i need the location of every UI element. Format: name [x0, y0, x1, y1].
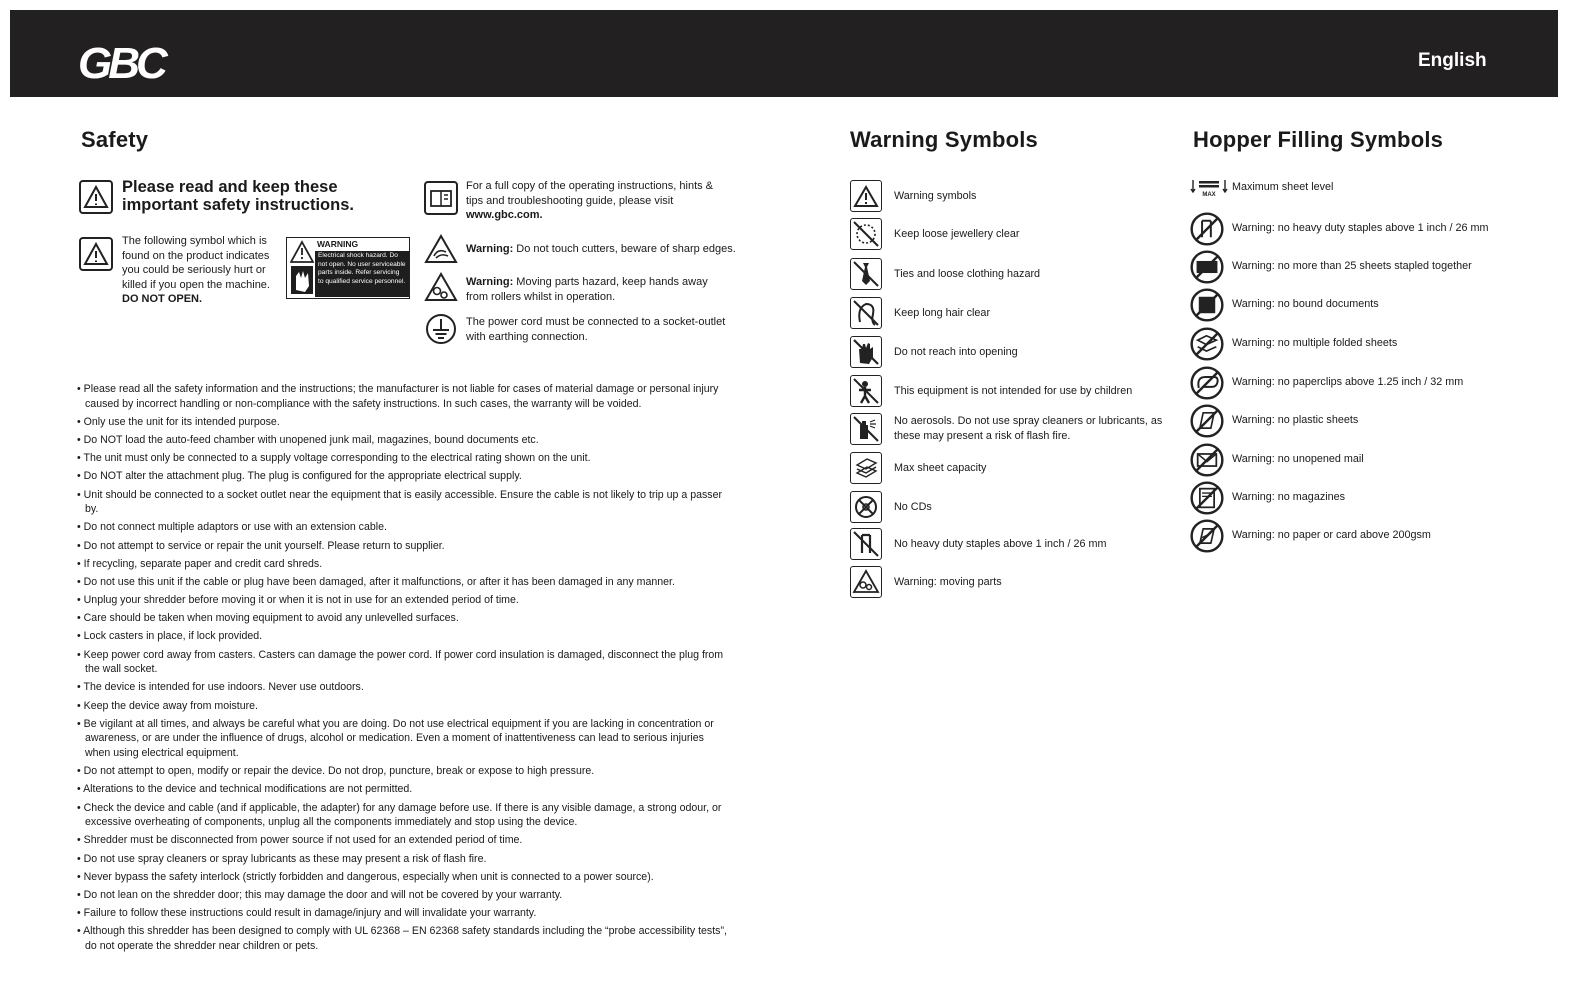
hopper-symbol-label: Warning: no plastic sheets: [1232, 414, 1359, 426]
shock-hazard-icon: [290, 240, 314, 296]
hopper-symbol-row: [1190, 443, 1530, 477]
cutters-warning-label: Warning:: [466, 243, 514, 255]
safety-rule: • Lock casters in place, if lock provided.: [77, 629, 727, 644]
hopper-symbol-row: [1190, 366, 1530, 400]
full-copy-desc: For a full copy of the operating instructions, hints & tips and troubleshooting guide, please visit: [466, 180, 714, 207]
safety-rule: • Do NOT alter the attachment plug. The plug is configured for the appropriate electrical supply.: [77, 469, 727, 484]
warning-symbols-title: Warning Symbols: [850, 127, 1038, 152]
safety-rule: • Care should be taken when moving equipment to avoid any unlevelled surfaces.: [77, 611, 727, 626]
tie-icon: [850, 258, 882, 290]
page-header: [10, 10, 1558, 97]
hopper-symbol-row: [1190, 250, 1530, 284]
safety-rule: • Do not use spray cleaners or spray lubricants as these may present a risk of flash fire.: [77, 852, 727, 867]
warning-symbol-label: No CDs: [894, 501, 932, 513]
warning-symbol-label: Ties and loose clothing hazard: [894, 268, 1041, 280]
warning-label-text: Electrical shock hazard. Do not open. No user serviceable parts inside. Refer servicing to qualified service personnel.: [315, 251, 409, 297]
hopper-symbol-row: [1190, 288, 1530, 322]
no-plastic-icon: [1190, 404, 1224, 438]
safety-rule: • The unit must only be connected to a supply voltage corresponding to the electrical rating shown on the unit.: [77, 451, 727, 466]
no-bound-icon: [1190, 288, 1224, 322]
moving-parts-warning-text: Moving parts hazard, keep hands away from rollers whilst in operation.: [466, 276, 708, 303]
full-copy-text: [466, 179, 726, 223]
hopper-symbol-label: Warning: no magazines: [1232, 491, 1346, 503]
hopper-symbol-row: [1190, 327, 1530, 361]
sheet-capacity-icon: [850, 452, 882, 484]
safety-rule: • Do not connect multiple adaptors or use with an extension cable.: [77, 520, 727, 535]
warning-triangle-icon: [79, 180, 113, 214]
warning-symbol-label: No aerosols. Do not use spray cleaners or lubricants, as these may present a risk of flash fire.: [894, 415, 1163, 442]
no-folded-icon: [1190, 327, 1224, 361]
hopper-symbol-label: Warning: no paper or card above 200gsm: [1232, 529, 1431, 541]
cutters-warning-text: Do not touch cutters, beware of sharp edges.: [513, 243, 736, 255]
warning-triangle-icon: [850, 180, 882, 212]
moving-parts-warning: [466, 275, 728, 304]
warning-label: [286, 237, 410, 299]
no-cd-icon: [850, 491, 882, 523]
hopper-symbol-label: Warning: no paperclips above 1.25 inch / 32 mm: [1232, 376, 1464, 388]
hopper-symbol-label: Warning: no heavy duty staples above 1 inch / 26 mm: [1232, 222, 1489, 234]
warning-symbol-label: This equipment is not intended for use by children: [894, 385, 1133, 397]
safety-rule: • Only use the unit for its intended purpose.: [77, 415, 727, 430]
child-icon: [850, 375, 882, 407]
warning-symbol-label: Keep loose jewellery clear: [894, 228, 1020, 240]
hair-icon: [850, 297, 882, 329]
warning-symbol-row: [850, 528, 1170, 562]
warning-symbol-row: [850, 566, 1170, 600]
manual-book-icon: [424, 181, 458, 215]
max-level-icon: [1190, 178, 1228, 198]
moving-parts-warning-label: Warning:: [466, 276, 514, 288]
warning-symbol-label: Max sheet capacity: [894, 462, 987, 474]
safety-rule: • Be vigilant at all times, and always be careful what you are doing. Do not use electrical equipment if you are lacking in concentration or awareness, or are under the influence of drugs, alcohol or medication. Even a moment of inattentiveness can lead to serious injuries when using electrical equipment.: [77, 717, 727, 761]
safety-rule: • Never bypass the safety interlock (strictly forbidden and dangerous, especially when unit is connected to a power source).: [77, 870, 727, 885]
hopper-symbol-label: Warning: no bound documents: [1232, 298, 1379, 310]
gbc-logo-text: GBC: [78, 39, 164, 84]
hopper-symbol-label: Warning: no multiple folded sheets: [1232, 337, 1398, 349]
safety-title: Safety: [81, 127, 149, 152]
safety-rule: • Please read all the safety information and the instructions; the manufacturer is not liable for cases of material damage or personal injury caused by incorrect handling or non-compliance with the safety instructions. In such cases, the warranty will be voided.: [77, 382, 727, 411]
hopper-symbol-label: Warning: no more than 25 sheets stapled together: [1232, 260, 1472, 272]
warning-symbol-label: Warning symbols: [894, 190, 977, 202]
hopper-symbol-label: Maximum sheet level: [1232, 181, 1334, 193]
aerosol-icon: [850, 413, 882, 445]
moving-parts-icon: [850, 566, 882, 598]
safety-rule: • Do not use this unit if the cable or plug have been damaged, after it malfunctions, or after it has been damaged in any manner.: [77, 575, 727, 590]
warning-symbol-row: [850, 180, 1170, 214]
safety-rule: • Do NOT load the auto-feed chamber with unopened junk mail, magazines, bound documents etc.: [77, 433, 727, 448]
warning-symbol-label: No heavy duty staples above 1 inch / 26 mm: [894, 538, 1107, 550]
warning-symbol-row: [850, 491, 1170, 525]
warning-symbol-row: [850, 297, 1170, 331]
safety-rule: • Keep the device away from moisture.: [77, 699, 727, 714]
cutters-warning: [466, 242, 756, 257]
jewellery-icon: [850, 218, 882, 250]
safety-rule: • Do not lean on the shredder door; this may damage the door and will not be covered by your warranty.: [77, 888, 727, 903]
warning-symbol-row: [850, 375, 1170, 409]
safety-rule: • The device is intended for use indoors. Never use outdoors.: [77, 680, 727, 695]
warning-symbol-label: Do not reach into opening: [894, 346, 1018, 358]
hopper-symbol-row: [1190, 212, 1530, 246]
hopper-symbols-title: Hopper Filling Symbols: [1193, 127, 1444, 152]
earthing-text: The power cord must be connected to a socket-outlet with earthing connection.: [466, 316, 726, 343]
warning-triangle-icon: [79, 237, 113, 271]
safety-rule: • Alterations to the device and technical modifications are not permitted.: [77, 782, 727, 797]
safety-rule: • Keep power cord away from casters. Casters can damage the power cord. If power cord insulation is damaged, disconnect the plug from the wall socket.: [77, 648, 727, 677]
warning-symbol-row: [850, 413, 1170, 447]
safety-rule: • Unplug your shredder before moving it or when it is not in use for an extended period of time.: [77, 593, 727, 608]
warning-symbol-row: [850, 218, 1170, 252]
no-unopened-mail-icon: [1190, 443, 1224, 477]
no-card-icon: [1190, 519, 1224, 553]
max-icon-text: MAX: [1202, 192, 1216, 198]
safety-rule: • Do not attempt to open, modify or repair the device. Do not drop, puncture, break or expose to high pressure.: [77, 764, 727, 779]
safety-rule: • Do not attempt to service or repair the unit yourself. Please return to supplier.: [77, 539, 727, 554]
gbc-logo: [78, 38, 188, 84]
no-25-sheets-icon: [1190, 250, 1224, 284]
hopper-symbol-row: [1190, 404, 1530, 438]
symbol-explanation: [122, 234, 280, 307]
warning-symbol-row: [850, 452, 1170, 486]
cutters-hazard-icon: [424, 234, 458, 264]
warning-symbol-row: [850, 336, 1170, 370]
hopper-symbol-label: Warning: no unopened mail: [1232, 453, 1364, 465]
safety-rules-list: [77, 382, 727, 957]
warning-symbol-label: Warning: moving parts: [894, 576, 1002, 588]
safety-rule: • If recycling, separate paper and credit card shreds.: [77, 557, 727, 572]
intro-title: Please read and keep these important safety instructions.: [122, 178, 354, 214]
earth-icon: [425, 313, 457, 345]
hopper-symbol-row: [1190, 178, 1530, 212]
staples-icon: [850, 528, 882, 560]
warning-symbol-row: [850, 258, 1170, 292]
moving-parts-icon: [424, 272, 458, 302]
safety-rule: • Shredder must be disconnected from power source if not used for an extended period of time.: [77, 833, 727, 848]
safety-rule: • Check the device and cable (and if applicable, the adapter) for any damage before use. If there is any visible damage, a strong odour, or excessive overheating of components, unplug all the components immediately and stop using the device.: [77, 801, 727, 830]
warning-label-heading: WARNING: [317, 239, 359, 249]
hopper-symbol-row: [1190, 481, 1530, 515]
language-label: English: [1418, 50, 1487, 71]
hopper-symbol-row: [1190, 519, 1530, 553]
hand-icon: [850, 336, 882, 368]
do-not-open-text: DO NOT OPEN.: [122, 293, 203, 306]
no-heavy-staples-icon: [1190, 212, 1224, 246]
symbol-explanation-text: The following symbol which is found on the product indicates you could be seriously hurt or killed if you open the machine.: [122, 235, 270, 291]
website-link[interactable]: www.gbc.com.: [466, 209, 543, 222]
warning-symbol-label: Keep long hair clear: [894, 307, 991, 319]
no-magazines-icon: [1190, 481, 1224, 515]
no-paperclips-icon: [1190, 366, 1224, 400]
safety-rule: • Unit should be connected to a socket outlet near the equipment that is easily accessible. Ensure the cable is not likely to trip up a passer by.: [77, 488, 727, 517]
safety-rule: • Although this shredder has been designed to comply with UL 62368 – EN 62368 safety standards including the “probe accessibility tests”, do not operate the shredder near children or pets.: [77, 924, 727, 953]
safety-rule: • Failure to follow these instructions could result in damage/injury and will invalidate your warranty.: [77, 906, 727, 921]
